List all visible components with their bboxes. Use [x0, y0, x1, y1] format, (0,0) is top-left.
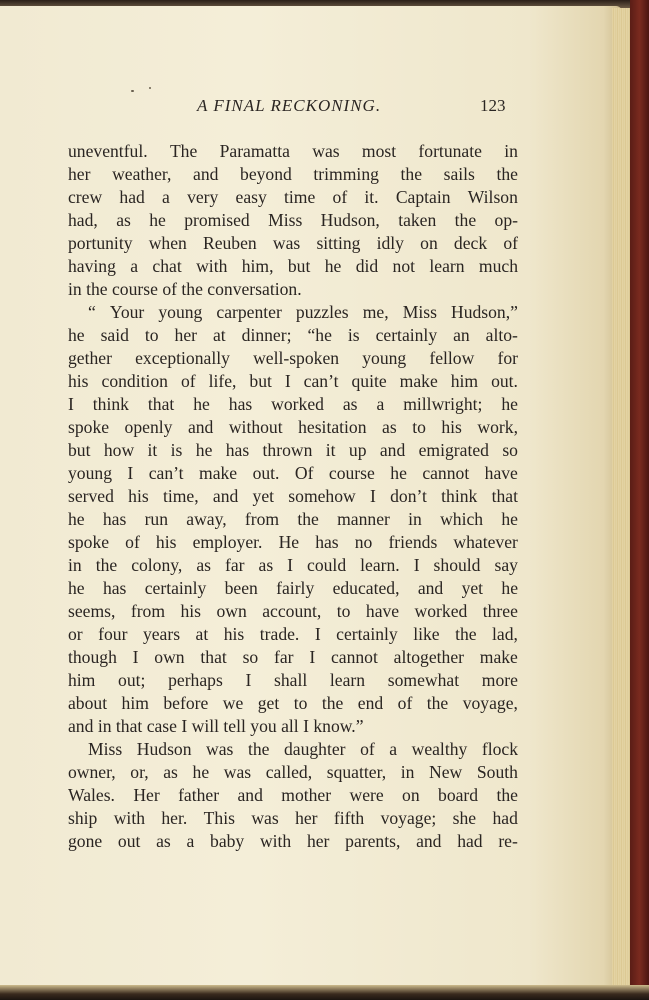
text-line: owner, or, as he was called, squatter, in New South	[68, 762, 518, 782]
bottom-edge	[0, 985, 649, 1000]
text-line: or four years at his trade. I certainly like the lad,	[68, 624, 518, 644]
text-line: ship with her. This was her fifth voyage; she had	[68, 808, 518, 828]
text-line: crew had a very easy time of it. Captain Wilson	[68, 187, 518, 207]
text-line: in the course of the conversation.	[68, 279, 302, 299]
paper-speck	[131, 90, 134, 92]
text-line: had, as he promised Miss Hudson, taken the op-	[68, 210, 518, 230]
text-line: spoke of his employer. He has no friends whatever	[68, 532, 518, 552]
page-header	[0, 96, 649, 120]
text-line: he has certainly been fairly educated, and yet he	[68, 578, 518, 598]
text-line: served his time, and yet somehow I don’t think that	[68, 486, 518, 506]
text-line: though I own that so far I cannot altogether make	[68, 647, 518, 667]
text-line: “ Your young carpenter puzzles me, Miss Hudson,”	[88, 302, 518, 322]
text-line: Miss Hudson was the daughter of a wealthy flock	[88, 739, 518, 759]
text-line: I think that he has worked as a millwright; he	[68, 394, 518, 414]
page-number: 123	[480, 96, 506, 115]
text-line: Wales. Her father and mother were on board the	[68, 785, 518, 805]
text-line: uneventful. The Paramatta was most fortunate in	[68, 141, 518, 161]
text-line: in the colony, as far as I could learn. I should say	[68, 555, 518, 575]
book-cover-edge	[630, 0, 649, 1000]
text-line: spoke openly and without hesitation as to his work,	[68, 417, 518, 437]
text-line: but how it is he has thrown it up and emigrated so	[68, 440, 518, 460]
text-line: gether exceptionally well-spoken young fellow for	[68, 348, 518, 368]
text-line: seems, from his own account, to have worked three	[68, 601, 518, 621]
text-line: and in that case I will tell you all I know.”	[68, 716, 364, 736]
body-text	[68, 140, 518, 853]
text-line: young I can’t make out. Of course he cannot have	[68, 463, 518, 483]
text-line: gone out as a baby with her parents, and had re-	[68, 831, 518, 851]
text-line: having a chat with him, but he did not learn much	[68, 256, 518, 276]
text-line: him out; perhaps I shall learn somewhat more	[68, 670, 518, 690]
text-line: her weather, and beyond trimming the sails the	[68, 164, 518, 184]
text-line: portunity when Reuben was sitting idly on deck of	[68, 233, 518, 253]
text-line: he said to her at dinner; “he is certainly an alto-	[68, 325, 518, 345]
text-line: about him before we get to the end of the voyage,	[68, 693, 518, 713]
paper-speck	[149, 87, 151, 89]
text-line: his condition of life, but I can’t quite make him out.	[68, 371, 518, 391]
running-head: A FINAL RECKONING.	[197, 96, 382, 115]
text-line: he has run away, from the manner in which he	[68, 509, 518, 529]
